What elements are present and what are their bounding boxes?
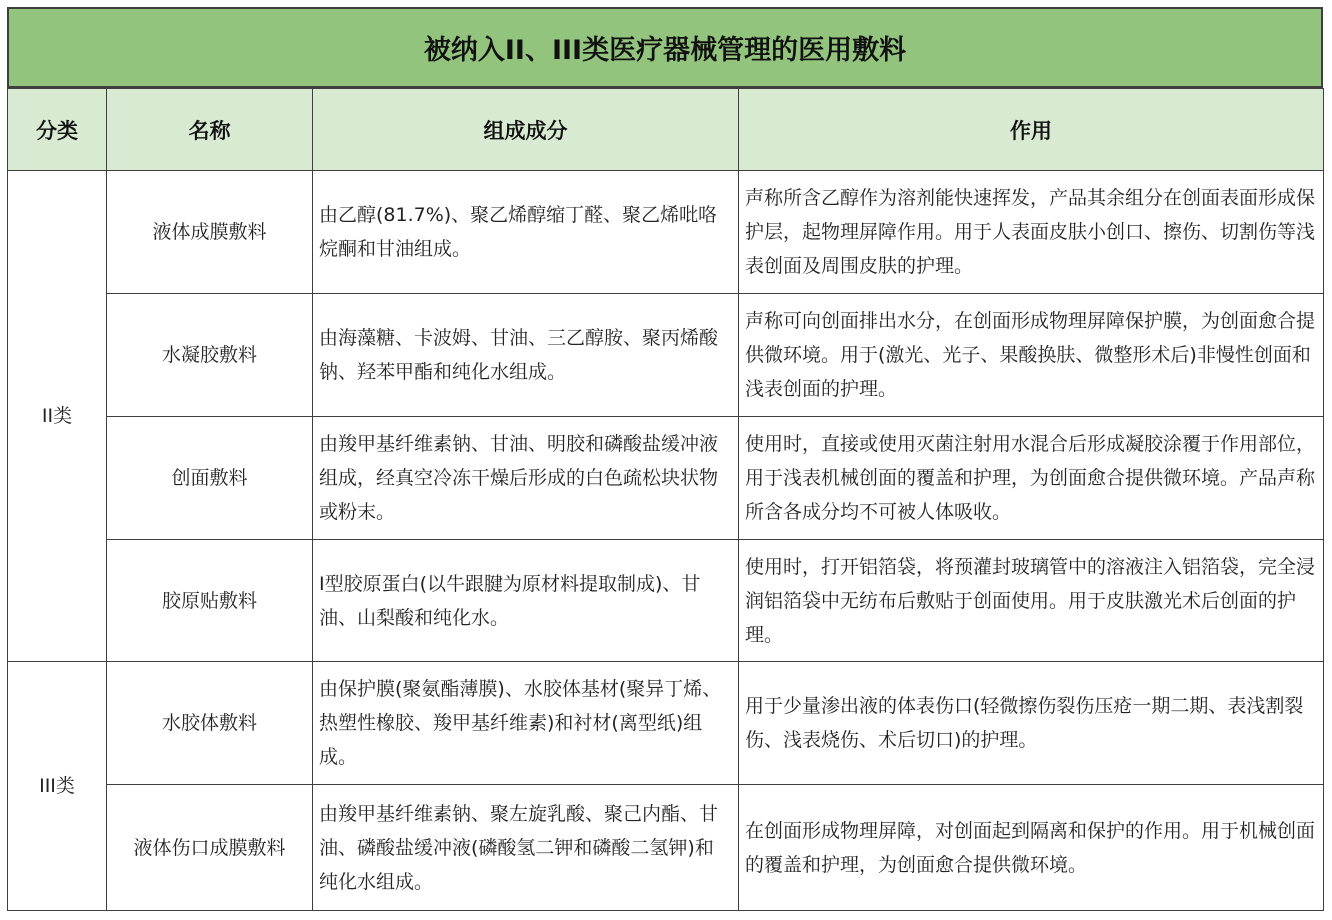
header-function: 作用 (739, 89, 1324, 171)
composition-cell: 由保护膜(聚氨酯薄膜)、水胶体基材(聚异丁烯、热塑性橡胶、羧甲基纤维素)和衬材(离型纸)组成。 (313, 662, 739, 785)
function-cell: 使用时，打开铝箔袋，将预灌封玻璃管中的溶液注入铝箔袋，完全浸润铝箔袋中无纺布后敷贴于创面使用。用于皮肤激光术后创面的护理。 (739, 540, 1324, 662)
category-cell: II类 (8, 171, 107, 662)
composition-cell: 由羧甲基纤维素钠、甘油、明胶和磷酸盐缓冲液组成，经真空冷冻干燥后形成的白色疏松块状物或粉末。 (313, 417, 739, 540)
function-cell: 声称可向创面排出水分，在创面形成物理屏障保护膜，为创面愈合提供微环境。用于(激光、光子、果酸换肤、微整形术后)非慢性创面和浅表创面的护理。 (739, 294, 1324, 417)
name-cell: 液体成膜敷料 (107, 171, 313, 294)
table-row (8, 662, 1324, 785)
dressing-table-frame (7, 7, 1323, 911)
header-name: 名称 (107, 89, 313, 171)
header-row (8, 89, 1324, 171)
composition-cell: I型胶原蛋白(以牛跟腱为原材料提取制成)、甘油、山梨酸和纯化水。 (313, 540, 739, 662)
composition-cell: 由羧甲基纤维素钠、聚左旋乳酸、聚己内酯、甘油、磷酸盐缓冲液(磷酸氢二钾和磷酸二氢钾)和纯化水组成。 (313, 785, 739, 911)
composition-cell: 由海藻糖、卡波姆、甘油、三乙醇胺、聚丙烯酸钠、羟苯甲酯和纯化水组成。 (313, 294, 739, 417)
dressing-table (7, 88, 1324, 911)
header-composition: 组成成分 (313, 89, 739, 171)
table-title: 被纳入II、III类医疗器械管理的医用敷料 (7, 7, 1323, 88)
table-row (8, 294, 1324, 417)
composition-cell: 由乙醇(81.7%)、聚乙烯醇缩丁醛、聚乙烯吡咯烷酮和甘油组成。 (313, 171, 739, 294)
table-row (8, 171, 1324, 294)
function-cell: 在创面形成物理屏障，对创面起到隔离和保护的作用。用于机械创面的覆盖和护理，为创面愈合提供微环境。 (739, 785, 1324, 911)
table-row (8, 417, 1324, 540)
function-cell: 使用时，直接或使用灭菌注射用水混合后形成凝胶涂覆于作用部位，用于浅表机械创面的覆盖和护理，为创面愈合提供微环境。产品声称所含各成分均不可被人体吸收。 (739, 417, 1324, 540)
function-cell: 声称所含乙醇作为溶剂能快速挥发，产品其余组分在创面表面形成保护层，起物理屏障作用。用于人表面皮肤小创口、擦伤、切割伤等浅表创面及周围皮肤的护理。 (739, 171, 1324, 294)
table-row (8, 540, 1324, 662)
header-category: 分类 (8, 89, 107, 171)
category-cell: III类 (8, 662, 107, 911)
name-cell: 创面敷料 (107, 417, 313, 540)
name-cell: 液体伤口成膜敷料 (107, 785, 313, 911)
function-cell: 用于少量渗出液的体表伤口(轻微擦伤裂伤压疮一期二期、表浅割裂伤、浅表烧伤、术后切口)的护理。 (739, 662, 1324, 785)
table-row (8, 785, 1324, 911)
name-cell: 水胶体敷料 (107, 662, 313, 785)
name-cell: 水凝胶敷料 (107, 294, 313, 417)
name-cell: 胶原贴敷料 (107, 540, 313, 662)
